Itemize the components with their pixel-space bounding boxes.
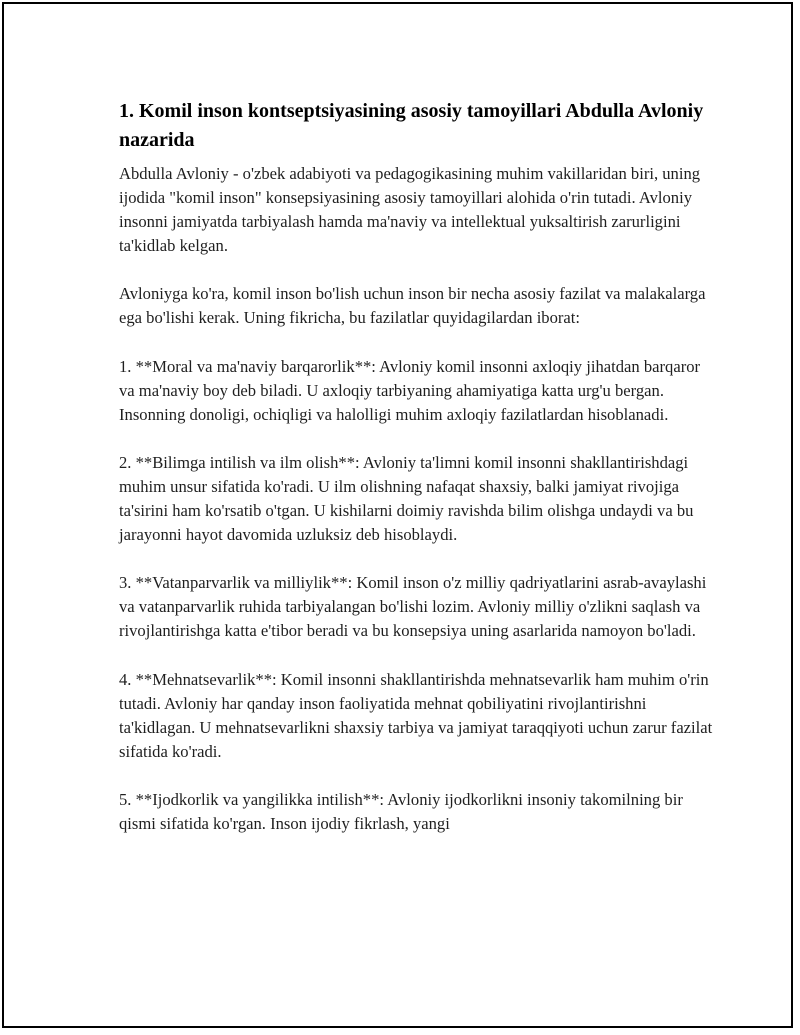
paragraph-intro: Abdulla Avloniy - o'zbek adabiyoti va pedagogikasining muhim vakillaridan biri, uning ijodida "komil inson" konsepsiyasining asosiy tamoyillari alohida o'rin tutadi. Avloniy insonni jamiyatda tarbiyalash hamda ma'naviy va intellektual yuksaltirish zarurligini ta'kidlab kelgan. [119,164,701,256]
list-item-moral: 1. **Moral va ma'naviy barqarorlik**: Avloniy komil insonni axloqiy jihatdan barqaror va ma'naviy boy deb biladi. U axloqiy tarbiyaning ahamiyatiga katta urg'u bergan. Insonning donoligi, ochiqligi va halolligi muhim axloqiy fazilatlardan hisoblanadi. [119,356,701,424]
list-item-patriotism: 3. **Vatanparvarlik va milliylik**: Komil inson o'z milliy qadriyatlarini asrab-avaylashi va vatanparvarlik ruhida tarbiyalangan bo'lishi lozim. Avloniy milliy o'zlikni saqlash va rivojlantirishga katta e'tibor beradi va bu konsepsiya uning asarlarida namoyon bo'ladi. [119,573,707,641]
list-item-knowledge: 2. **Bilimga intilish va ilm olish**: Avloniy ta'limni komil insonni shakllantirishdagi muhim unsur sifatida ko'radi. U ilm olishning nafaqat shaxsiy, balki jamiyat rivojiga ta'sirini ham ko'rsatib o'tgan. U kishilarni doimiy ravishda bilim olishga undaydi va bu jarayonni hayot davomida uzluksiz deb hisoblaydi. [119,452,694,545]
document-body [119,97,719,860]
list-item-diligence: 4. **Mehnatsevarlik**: Komil insonni shakllantirishda mehnatsevarlik ham muhim o'rin tutadi. Avloniy har qanday inson faoliyatida mehnat qobiliyatini rivojlantirishni ta'kidlagan. U mehnatsevarlikni shaxsiy tarbiya va jamiyat taraqqiyoti uchun zarur fazilat sifatida ko'radi. [119,669,713,761]
list-item-creativity: 5. **Ijodkorlik va yangilikka intilish**: Avloniy ijodkorlikni insoniy takomilning bir qismi sifatida ko'rgan. Inson ijodiy fikrlash, yangi [119,789,683,833]
document-page [2,2,793,1028]
section-heading: 1. Komil inson kontseptsiyasining asosiy tamoyillari Abdulla Avloniy nazarida [119,100,704,151]
paragraph-qualities-intro: Avloniyga ko'ra, komil inson bo'lish uchun inson bir necha asosiy fazilat va malakalarga ega bo'lishi kerak. Uning fikricha, bu fazilatlar quyidagilardan iborat: [119,284,706,328]
